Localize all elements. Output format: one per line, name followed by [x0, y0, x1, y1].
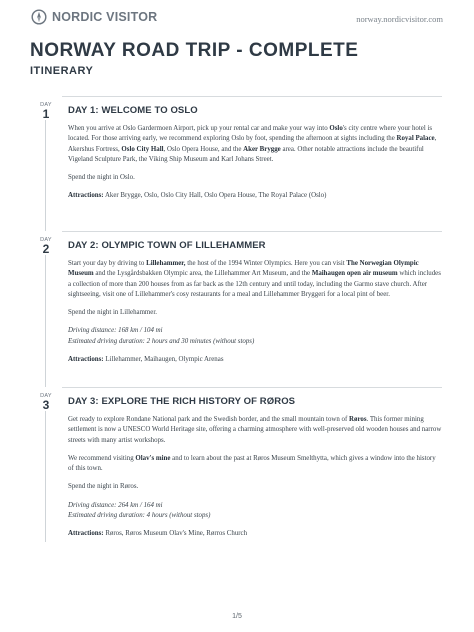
day-content [68, 105, 442, 202]
day-heading: DAY 1: WELCOME TO OSLO [68, 105, 198, 116]
driving-duration: Estimated driving duration: 2 hours and 30 minutes (without stops) [68, 337, 255, 345]
day-heading: DAY 3: EXPLORE THE RICH HISTORY OF RØROS [68, 396, 296, 407]
text: and the Lysgårdsbakken Olympic area, the Lillehammer Art Museum, and the [93, 270, 312, 278]
timeline-line [45, 112, 46, 542]
text: which includes a collection of more than 200 houses from as far back as the 12th century and until today, including the Garmo stave church. After sightseeing, visit one of Lillehammer's cosy restaurants for a meal and Lillehammer Bryggeri for a local pint of beer. [68, 270, 441, 298]
text: and to learn about the past at Røros Museum Smelthytta, which gives a window into the history of this town. [68, 454, 436, 473]
text: Get ready to explore Rondane National park and the Swedish border, and the small mountain town of [68, 416, 350, 423]
day-content [68, 396, 442, 540]
highlight-lillehammer: Lillehammer, [146, 260, 186, 267]
nordic-visitor-logo[interactable] [31, 9, 157, 25]
highlight-roros: Røros [349, 416, 367, 423]
day-badge-label: DAY [40, 393, 52, 399]
attractions-label: Attractions: [68, 192, 104, 200]
text: , Akershus Fortress, [68, 135, 437, 153]
driving-duration: Estimated driving duration: 4 hours (without stops) [68, 512, 211, 520]
highlight-royal-palace: Royal Palace [396, 135, 435, 143]
day-heading: DAY 2: OLYMPIC TOWN OF LILLEHAMMER [68, 240, 266, 251]
driving-distance: Driving distance: 168 km / 104 mi [68, 327, 163, 335]
day-divider [30, 387, 442, 388]
attractions-label: Attractions: [68, 356, 104, 364]
day-divider [30, 231, 442, 232]
highlight-olavs-mine: Olav's mine [135, 454, 171, 462]
overnight-note: Spend the night in Oslo. [68, 174, 135, 182]
attractions-line [68, 191, 442, 201]
day-description [68, 259, 442, 300]
attractions-list: Aker Brygge, Oslo, Oslo City Hall, Oslo Opera House, The Royal Palace (Oslo) [104, 192, 327, 200]
highlight-olympic-museum: The Norwegian Olympic Museum [68, 260, 419, 278]
driving-distance: Driving distance: 264 km / 164 mi [68, 501, 163, 509]
day-badge [30, 96, 62, 120]
compass-logo-icon [31, 9, 47, 25]
attractions-label: Attractions: [68, 530, 104, 538]
day-description-2 [68, 454, 442, 475]
text: , Oslo Opera House, and the [163, 145, 244, 153]
attractions-list: Røros, Røros Museum Olav's Mine, Rørros Church [105, 530, 248, 538]
text: Start your day by driving to [68, 260, 147, 267]
page-number: 1/5 [232, 613, 242, 620]
text: the host of the 1994 Winter Olympics. Here you can visit [185, 260, 347, 267]
text: area. Other notable attractions include the beautiful Vigeland Sculpture Park, the Viking Ship Museum and Karl Johans Street. [68, 145, 424, 163]
highlight-oslo-city-hall: Oslo City Hall [121, 145, 164, 153]
day-badge [30, 387, 62, 411]
page-subtitle: ITINERARY [30, 65, 94, 77]
text: . This former mining settlement is now a UNESCO World Heritage site, offering a charming atmosphere with well-preserved old wooden houses and narrow streets with many artist workshops. [68, 416, 442, 444]
text: When you arrive at Oslo Gardermoen Airport, pick up your rental car and make your way into [68, 125, 330, 132]
overnight-note: Spend the night in Lillehammer. [68, 309, 157, 317]
day-badge-label: DAY [40, 102, 52, 108]
attractions-list: Lillehammer, Maihaugen, Olympic Arenas [105, 356, 224, 364]
highlight-maihaugen: Maihaugen open air museum [311, 270, 398, 278]
highlight-aker-brygge: Aker Brygge [243, 145, 281, 153]
brand-name: NORDIC VISITOR [52, 10, 158, 24]
attractions-line [68, 529, 442, 539]
day-content [68, 240, 442, 365]
day-description [68, 415, 442, 446]
page-title: NORWAY ROAD TRIP - COMPLETE [30, 40, 359, 61]
overnight-note: Spend the night in Røros. [68, 483, 139, 491]
text: 's city centre where your hotel is located. For those arriving early, we recommend exploring Oslo by foot, spending the afternoon at sights including the [68, 125, 433, 143]
day-badge-number: 3 [42, 398, 50, 412]
highlight-oslo: Oslo [329, 125, 343, 132]
day-badge-number: 2 [42, 242, 50, 256]
day-badge-label: DAY [40, 237, 52, 243]
site-url-link[interactable]: norway.nordicvisitor.com [356, 14, 443, 24]
day-description [68, 124, 442, 165]
attractions-line [68, 355, 442, 365]
text: We recommend visiting [68, 454, 136, 462]
day-badge-number: 1 [42, 107, 50, 121]
day-divider [30, 96, 442, 97]
day-badge [30, 231, 62, 255]
